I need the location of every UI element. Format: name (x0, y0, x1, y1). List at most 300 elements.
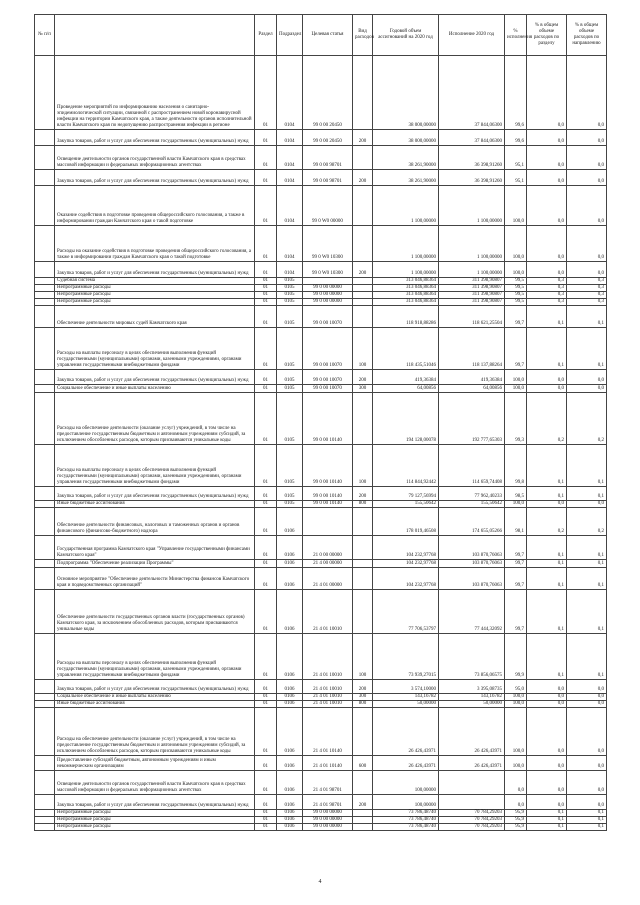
table-row (35, 226, 607, 262)
cell-name: Расходы на выплаты персоналу в целях обеспечения выполнения функций государственными (муниципальными) органами, казенными учреждениями, органами управления государственными внебюджетными фондами (55, 328, 255, 370)
cell-number (35, 680, 55, 694)
table-row (35, 568, 607, 590)
cell-subsection: 0104 (277, 130, 303, 146)
cell-subsection: 0106 (277, 795, 303, 810)
cell-percent: 100,0 (505, 708, 527, 756)
cell-target-article: 99 0 00 10070 (303, 328, 353, 370)
cell-subsection: 0104 (277, 262, 303, 278)
cell-share-section: 0,1 (527, 824, 567, 831)
table-row (35, 328, 607, 370)
cell-annual-plan: 1 100,00000 (373, 186, 439, 226)
cell-number (35, 810, 55, 817)
cell-execution: 155,50642 (439, 501, 505, 508)
cell-subsection: 0105 (277, 385, 303, 393)
cell-share-direction: 0,1 (567, 590, 607, 634)
cell-expense-type (353, 568, 373, 590)
cell-section: 01 (255, 536, 277, 560)
cell-execution: 70 784,29203 (439, 824, 505, 831)
cell-share-direction: 0,1 (567, 817, 607, 824)
table-row (35, 306, 607, 328)
cell-subsection: 0106 (277, 701, 303, 708)
cell-execution (439, 795, 505, 810)
cell-name: Обеспечение деятельности финансовых, налоговых и таможенных органов и органов финансового (финансово-бюджетного) надзора (55, 508, 255, 536)
cell-percent: 95,9 (505, 817, 527, 824)
cell-share-section: 0,0 (527, 170, 567, 186)
cell-annual-plan: 73 786,48740 (373, 817, 439, 824)
cell-section: 01 (255, 292, 277, 299)
cell-section: 01 (255, 146, 277, 170)
cell-percent: 99,6 (505, 56, 527, 130)
cell-target-article: 99 0 00 00000 (303, 810, 353, 817)
cell-subsection: 0106 (277, 568, 303, 590)
cell-execution: 73 856,06575 (439, 634, 505, 680)
cell-expense-type (353, 536, 373, 560)
table-row (35, 278, 607, 285)
cell-share-direction: 0,0 (567, 694, 607, 701)
cell-percent: 99,5 (505, 292, 527, 299)
cell-subsection: 0105 (277, 292, 303, 299)
cell-number (35, 795, 55, 810)
cell-share-section: 0,2 (527, 393, 567, 445)
cell-execution: 1 100,00000 (439, 226, 505, 262)
cell-number (35, 146, 55, 170)
cell-share-section: 0,3 (527, 278, 567, 285)
cell-target-article: 21 4 01 10140 (303, 756, 353, 771)
cell-target-article: 99 0 00 00000 (303, 824, 353, 831)
cell-subsection: 0105 (277, 487, 303, 501)
cell-section: 01 (255, 370, 277, 385)
cell-expense-type (353, 508, 373, 536)
cell-subsection: 0105 (277, 445, 303, 487)
cell-target-article: 21 4 01 00000 (303, 568, 353, 590)
cell-share-section: 0,1 (527, 568, 567, 590)
cell-annual-plan: 104 232,97768 (373, 560, 439, 568)
cell-expense-type (353, 393, 373, 445)
cell-section: 01 (255, 560, 277, 568)
cell-target-article (303, 278, 353, 285)
cell-subsection: 0106 (277, 694, 303, 701)
cell-name: Подпрограмма "Обеспечение реализации Программы" (55, 560, 255, 568)
cell-execution: 37 844,06300 (439, 56, 505, 130)
cell-subsection: 0104 (277, 186, 303, 226)
cell-number (35, 186, 55, 226)
table-header-row (35, 15, 607, 56)
cell-percent: 99,5 (505, 278, 527, 285)
cell-section: 01 (255, 708, 277, 756)
table-row (35, 385, 607, 393)
table-row (35, 170, 607, 186)
cell-share-section: 0,0 (527, 130, 567, 146)
cell-execution: 1 100,00000 (439, 186, 505, 226)
cell-share-section: 0,0 (527, 262, 567, 278)
cell-share-direction: 0,0 (567, 186, 607, 226)
cell-share-direction: 0,0 (567, 130, 607, 146)
cell-subsection: 0104 (277, 226, 303, 262)
cell-section: 01 (255, 634, 277, 680)
cell-share-section: 0,3 (527, 299, 567, 306)
cell-expense-type: 300 (353, 385, 373, 393)
cell-target-article: 99 0 00 00000 (303, 299, 353, 306)
table-row (35, 262, 607, 278)
cell-target-article: 99 0 00 20450 (303, 130, 353, 146)
cell-target-article: 99 0 00 00000 (303, 817, 353, 824)
cell-share-direction: 0,1 (567, 634, 607, 680)
cell-number (35, 487, 55, 501)
cell-execution: 103 870,76063 (439, 536, 505, 560)
cell-target-article: 21 4 01 10010 (303, 634, 353, 680)
cell-annual-plan: 313 046,88364 (373, 285, 439, 292)
cell-share-direction: 0,1 (567, 445, 607, 487)
cell-execution: 70 784,29203 (439, 810, 505, 817)
cell-execution: 70 784,29203 (439, 817, 505, 824)
cell-name: Закупка товаров, работ и услуг для обеспечения государственных (муниципальных) нужд (55, 795, 255, 810)
cell-expense-type: 200 (353, 680, 373, 694)
table-row (35, 536, 607, 560)
cell-name: Расходы на выплаты персоналу в целях обеспечения выполнения функций государственными (муниципальными) органами, казенными учреждениями, органами управления государственными внебюджетными фондами (55, 445, 255, 487)
cell-percent: 99,9 (505, 634, 527, 680)
cell-share-direction: 0,0 (567, 501, 607, 508)
cell-target-article: 21 4 01 10010 (303, 701, 353, 708)
table-row (35, 680, 607, 694)
cell-execution: 174 655,05266 (439, 508, 505, 536)
cell-section: 01 (255, 285, 277, 292)
cell-section: 01 (255, 226, 277, 262)
cell-share-section: 0,0 (527, 756, 567, 771)
cell-annual-plan: 38 261,90000 (373, 170, 439, 186)
cell-number (35, 568, 55, 590)
cell-percent: 99,3 (505, 393, 527, 445)
cell-number (35, 370, 55, 385)
cell-name: Закупка товаров, работ и услуг для обеспечения государственных (муниципальных) нужд (55, 130, 255, 146)
cell-subsection: 0106 (277, 810, 303, 817)
cell-target-article: 99 0 00 00000 (303, 285, 353, 292)
cell-section: 01 (255, 810, 277, 817)
cell-expense-type: 200 (353, 170, 373, 186)
cell-percent: 0,0 (505, 795, 527, 810)
cell-subsection: 0105 (277, 285, 303, 292)
cell-name: Закупка товаров, работ и услуг для обеспечения государственных (муниципальных) нужд (55, 262, 255, 278)
cell-subsection: 0104 (277, 146, 303, 170)
cell-expense-type: 800 (353, 701, 373, 708)
table-row (35, 508, 607, 536)
cell-expense-type: 200 (353, 487, 373, 501)
cell-share-section: 0,1 (527, 487, 567, 501)
cell-annual-plan: 26 426,43971 (373, 756, 439, 771)
header-annual-plan: Годовой объем ассигнований на 2020 год (373, 15, 439, 56)
table-row (35, 146, 607, 170)
cell-expense-type (353, 560, 373, 568)
cell-execution: 419,36384 (439, 370, 505, 385)
cell-share-direction: 0,3 (567, 292, 607, 299)
cell-share-direction: 0,2 (567, 508, 607, 536)
page-number: 4 (318, 879, 322, 885)
cell-section: 01 (255, 508, 277, 536)
cell-share-section: 0,3 (527, 285, 567, 292)
cell-expense-type (353, 817, 373, 824)
table-row (35, 795, 607, 810)
cell-share-direction: 0,1 (567, 560, 607, 568)
cell-target-article: 99 0 00 20450 (303, 56, 353, 130)
header-name (55, 15, 255, 56)
header-number: № п/п (35, 15, 55, 56)
cell-annual-plan: 313 046,88364 (373, 299, 439, 306)
table-row (35, 285, 607, 292)
cell-share-direction: 0,0 (567, 771, 607, 795)
cell-subsection: 0105 (277, 306, 303, 328)
cell-section: 01 (255, 328, 277, 370)
cell-execution: 103 870,76063 (439, 560, 505, 568)
cell-annual-plan: 1 100,00000 (373, 226, 439, 262)
table-row (35, 708, 607, 756)
header-expense-type: Вид расходов (353, 15, 373, 56)
cell-subsection: 0105 (277, 278, 303, 285)
cell-share-direction: 0,0 (567, 370, 607, 385)
table-row (35, 634, 607, 680)
cell-name: Закупка товаров, работ и услуг для обеспечения государственных (муниципальных) нужд (55, 170, 255, 186)
cell-number (35, 536, 55, 560)
cell-target-article: 21 4 01 10010 (303, 680, 353, 694)
cell-expense-type (353, 226, 373, 262)
cell-name: Социальное обеспечение и иные выплаты населению (55, 694, 255, 701)
cell-percent: 99,8 (505, 445, 527, 487)
cell-share-section: 0,0 (527, 680, 567, 694)
cell-target-article: 99 0 00 10070 (303, 385, 353, 393)
header-percent: % исполнения (505, 15, 527, 56)
table-row (35, 292, 607, 299)
cell-expense-type (353, 285, 373, 292)
cell-name: Закупка товаров, работ и услуг для обеспечения государственных (муниципальных) нужд (55, 680, 255, 694)
cell-annual-plan: 73 786,48740 (373, 810, 439, 817)
table-row (35, 299, 607, 306)
cell-execution: 103 870,76063 (439, 568, 505, 590)
cell-expense-type (353, 810, 373, 817)
cell-share-direction: 0,1 (567, 536, 607, 560)
cell-percent: 100,0 (505, 501, 527, 508)
cell-percent: 98,5 (505, 487, 527, 501)
header-execution: Исполнение 2020 год (439, 15, 505, 56)
cell-annual-plan: 155,50642 (373, 501, 439, 508)
cell-share-section: 0,3 (527, 292, 567, 299)
cell-percent: 99,7 (505, 560, 527, 568)
cell-name: Расходы на обеспечение деятельности (оказание услуг) учреждений, в том числе на предоставление государственным бюджетным и автономным учреждениям субсидий, за исключением обособленных расходов, которым присваиваются уникальные коды (55, 708, 255, 756)
cell-subsection: 0106 (277, 536, 303, 560)
cell-number (35, 299, 55, 306)
cell-percent: 99,7 (505, 306, 527, 328)
cell-expense-type (353, 292, 373, 299)
cell-subsection: 0104 (277, 170, 303, 186)
cell-expense-type: 200 (353, 130, 373, 146)
cell-target-article: 99 0 00 10070 (303, 370, 353, 385)
cell-number (35, 262, 55, 278)
cell-annual-plan: 100,00000 (373, 795, 439, 810)
cell-target-article: 21 4 01 98701 (303, 771, 353, 795)
cell-share-direction: 0,3 (567, 285, 607, 292)
cell-expense-type (353, 771, 373, 795)
cell-target-article: 99 0 00 10140 (303, 487, 353, 501)
cell-target-article (303, 508, 353, 536)
cell-section: 01 (255, 278, 277, 285)
cell-expense-type (353, 278, 373, 285)
cell-expense-type: 100 (353, 634, 373, 680)
cell-percent: 99,7 (505, 590, 527, 634)
cell-execution: 77 962,40233 (439, 487, 505, 501)
cell-name: Расходы на выплаты персоналу в целях обеспечения выполнения функций государственными (муниципальными) органами, казенными учреждениями, органами управления государственными внебюджетными фондами (55, 634, 255, 680)
cell-subsection: 0104 (277, 56, 303, 130)
cell-number (35, 328, 55, 370)
table-row (35, 590, 607, 634)
cell-number (35, 560, 55, 568)
cell-percent: 0,0 (505, 771, 527, 795)
cell-section: 01 (255, 445, 277, 487)
cell-name: Непрограммные расходы (55, 810, 255, 817)
cell-number (35, 756, 55, 771)
cell-name: Обеспечение деятельности мировых судей Камчатского края (55, 306, 255, 328)
cell-expense-type (353, 186, 373, 226)
cell-annual-plan: 419,36384 (373, 370, 439, 385)
cell-section: 01 (255, 795, 277, 810)
cell-annual-plan: 1 100,00000 (373, 262, 439, 278)
cell-target-article: 99 0 00 10140 (303, 445, 353, 487)
table-row (35, 186, 607, 226)
cell-name: Непрограммные расходы (55, 824, 255, 831)
cell-percent: 100,0 (505, 756, 527, 771)
table-body (35, 56, 607, 831)
cell-subsection: 0105 (277, 370, 303, 385)
table-row (35, 694, 607, 701)
cell-section: 01 (255, 568, 277, 590)
cell-share-direction: 0,3 (567, 278, 607, 285)
cell-annual-plan: 64,00856 (373, 385, 439, 393)
cell-percent: 95,1 (505, 146, 527, 170)
cell-section: 01 (255, 186, 277, 226)
cell-name: Социальное обеспечение и иные выплаты населению (55, 385, 255, 393)
cell-subsection: 0106 (277, 817, 303, 824)
table-row (35, 56, 607, 130)
cell-number (35, 824, 55, 831)
cell-share-direction: 0,1 (567, 306, 607, 328)
cell-subsection: 0106 (277, 824, 303, 831)
cell-target-article: 21 4 01 98701 (303, 795, 353, 810)
cell-expense-type: 200 (353, 262, 373, 278)
cell-name: Судебная система (55, 278, 255, 285)
cell-subsection: 0105 (277, 299, 303, 306)
cell-percent: 95,9 (505, 824, 527, 831)
cell-annual-plan: 100,00000 (373, 771, 439, 795)
cell-execution: 311 398,90807 (439, 292, 505, 299)
cell-subsection: 0106 (277, 560, 303, 568)
cell-annual-plan: 114 844,92442 (373, 445, 439, 487)
cell-percent: 100,0 (505, 701, 527, 708)
cell-section: 01 (255, 701, 277, 708)
cell-section: 01 (255, 590, 277, 634)
cell-percent: 99,5 (505, 299, 527, 306)
cell-name: Обеспечение деятельности государственных органов власти (государственных органов) Камчатского края, за исключением обособленных расходов, которым присваиваются уникальные коды (55, 590, 255, 634)
cell-percent: 99,7 (505, 536, 527, 560)
cell-section: 01 (255, 756, 277, 771)
cell-section: 01 (255, 824, 277, 831)
cell-section: 01 (255, 262, 277, 278)
cell-share-direction: 0,1 (567, 824, 607, 831)
cell-execution: 311 398,90807 (439, 299, 505, 306)
cell-share-direction: 0,1 (567, 328, 607, 370)
cell-number (35, 278, 55, 285)
cell-number (35, 226, 55, 262)
table-row (35, 560, 607, 568)
cell-percent: 98,1 (505, 508, 527, 536)
cell-name: Оказание содействия в подготовке проведения общероссийского голосования, а также в информировании граждан Камчатского края о такой подготовке (55, 186, 255, 226)
cell-number (35, 817, 55, 824)
cell-share-section: 0,0 (527, 226, 567, 262)
cell-share-direction: 0,0 (567, 708, 607, 756)
cell-expense-type (353, 56, 373, 130)
cell-percent: 100,0 (505, 226, 527, 262)
cell-share-section: 0,0 (527, 694, 567, 701)
cell-section: 01 (255, 130, 277, 146)
cell-expense-type: 600 (353, 756, 373, 771)
cell-share-section: 0,2 (527, 508, 567, 536)
cell-percent: 95,0 (505, 680, 527, 694)
cell-annual-plan: 73 786,48740 (373, 824, 439, 831)
cell-number (35, 285, 55, 292)
cell-target-article: 99 0 00 98701 (303, 170, 353, 186)
cell-execution: 36 398,91260 (439, 146, 505, 170)
cell-execution: 26 426,43971 (439, 756, 505, 771)
cell-number (35, 508, 55, 536)
cell-target-article: 99 0 00 98701 (303, 146, 353, 170)
cell-expense-type (353, 708, 373, 756)
cell-percent: 99,7 (505, 568, 527, 590)
table-row (35, 701, 607, 708)
cell-share-direction: 0,0 (567, 701, 607, 708)
cell-annual-plan: 26 426,43971 (373, 708, 439, 756)
table-row (35, 810, 607, 817)
cell-subsection: 0106 (277, 756, 303, 771)
cell-name: Государственная программа Камчатского края "Управление государственными финансами Камчатского края" (55, 536, 255, 560)
cell-percent: 99,6 (505, 130, 527, 146)
cell-percent: 95,1 (505, 170, 527, 186)
table-row (35, 445, 607, 487)
cell-execution: 114 659,74408 (439, 445, 505, 487)
cell-share-section: 0,0 (527, 795, 567, 810)
cell-name: Иные бюджетные ассигнования (55, 701, 255, 708)
cell-target-article: 99 0 00 10070 (303, 306, 353, 328)
cell-share-section: 0,1 (527, 634, 567, 680)
cell-target-article: 99 0 W0 00000 (303, 186, 353, 226)
budget-execution-table (34, 14, 607, 831)
cell-name: Основное мероприятие "Обеспечение деятельности Министерства финансов Камчатского края и подведомственных организаций" (55, 568, 255, 590)
cell-share-section: 0,1 (527, 306, 567, 328)
cell-annual-plan: 118 918,88286 (373, 306, 439, 328)
cell-expense-type: 800 (353, 501, 373, 508)
cell-name: Освещение деятельности органов государственной власти Камчатского края в средствах массовой информации и федеральных информационных агентствах (55, 146, 255, 170)
cell-share-section: 0,0 (527, 370, 567, 385)
cell-target-article: 99 0 00 10140 (303, 393, 353, 445)
cell-share-section: 0,1 (527, 817, 567, 824)
cell-section: 01 (255, 817, 277, 824)
cell-share-section: 0,0 (527, 385, 567, 393)
cell-target-article: 21 4 00 00000 (303, 560, 353, 568)
cell-percent: 95,9 (505, 810, 527, 817)
cell-share-section: 0,0 (527, 186, 567, 226)
cell-name: Расходы на оказание содействия в подготовке проведения общероссийского голосования, а также в информировании граждан Камчатского края о такой подготовке (55, 226, 255, 262)
cell-share-section: 0,1 (527, 536, 567, 560)
header-subsection: Подраздел (277, 15, 303, 56)
cell-section: 01 (255, 385, 277, 393)
cell-section: 01 (255, 694, 277, 701)
cell-expense-type: 300 (353, 694, 373, 701)
cell-subsection: 0105 (277, 393, 303, 445)
cell-annual-plan: 118 435,51046 (373, 328, 439, 370)
